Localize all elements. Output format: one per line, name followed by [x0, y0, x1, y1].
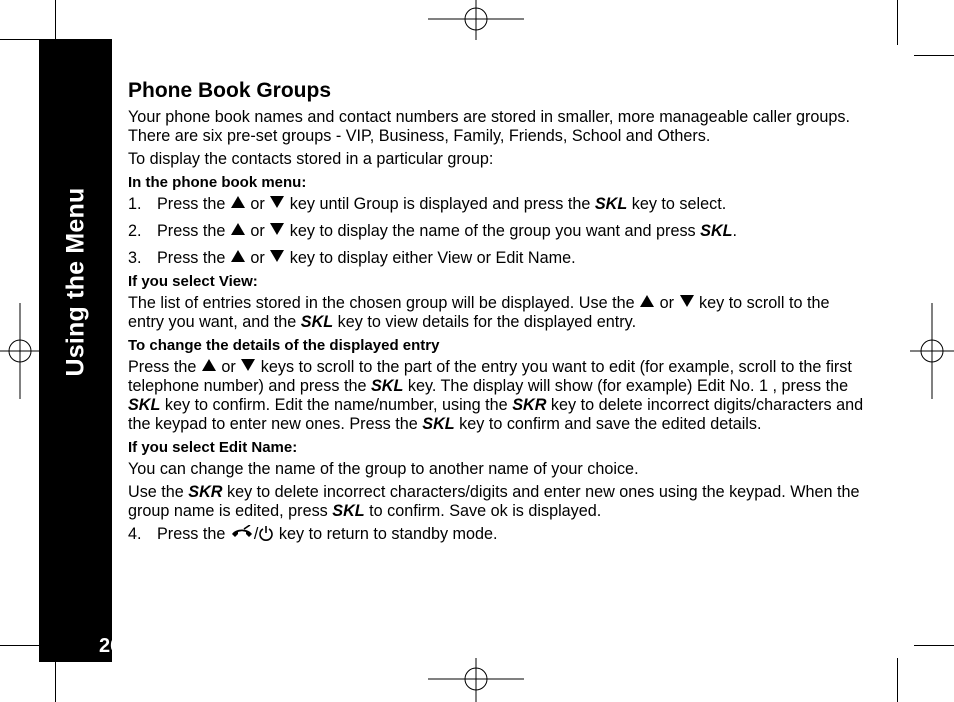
end-call-icon	[230, 525, 254, 541]
view-heading: If you select View:	[128, 273, 258, 290]
crop-mark	[55, 662, 56, 702]
page-title: Phone Book Groups	[128, 79, 332, 102]
skl-key-label: SKL	[332, 502, 365, 520]
view-paragraph: The list of entries stored in the chosen group will be displayed. Use the or key to scroll to the entry you want, and the SKL key to view details for the displayed entry.	[128, 294, 830, 331]
sidebar: Using the Menu 26	[39, 39, 112, 662]
up-arrow-icon	[231, 196, 245, 208]
registration-mark	[428, 658, 524, 702]
skr-key-label: SKR	[188, 483, 223, 501]
skl-key-label: SKL	[370, 377, 404, 395]
skl-key-label: SKL	[128, 396, 161, 414]
step-text: Press the / key to return to standby mode.	[157, 525, 498, 543]
edit-heading: If you select Edit Name:	[128, 439, 298, 456]
skl-key-label: SKL	[700, 222, 733, 240]
crop-mark	[914, 55, 954, 56]
up-arrow-icon	[640, 295, 654, 307]
down-arrow-icon	[270, 250, 284, 262]
crop-mark	[0, 645, 39, 646]
edit-paragraph-1: You can change the name of the group to another name of your choice.	[128, 460, 639, 478]
power-icon	[258, 525, 274, 541]
crop-mark	[55, 0, 56, 39]
crop-mark	[0, 39, 39, 40]
page-number: 26	[99, 635, 122, 657]
registration-mark	[428, 0, 524, 40]
in-menu-heading: In the phone book menu:	[128, 174, 307, 191]
step-number: 4.	[128, 525, 142, 543]
skr-key-label: SKR	[512, 396, 547, 414]
edit-paragraph-2: Use the SKR key to delete incorrect characters/digits and enter new ones using the keypad. When the group name is edited, press SKL to confirm. Save ok is displayed.	[128, 483, 860, 520]
skl-key-label: SKL	[422, 415, 455, 433]
up-arrow-icon	[202, 359, 216, 371]
crop-mark	[897, 658, 898, 702]
crop-mark	[914, 645, 954, 646]
crop-mark	[897, 0, 898, 45]
step-3	[128, 249, 868, 268]
step-number: 3.	[128, 249, 142, 267]
step-2	[128, 222, 868, 241]
display-prompt: To display the contacts stored in a particular group:	[128, 150, 494, 168]
up-arrow-icon	[231, 250, 245, 262]
step-number: 2.	[128, 222, 142, 240]
skl-key-label: SKL	[300, 313, 334, 331]
up-arrow-icon	[231, 223, 245, 235]
step-4	[128, 525, 868, 544]
step-text: Press the or key until Group is displayed and press the SKL key to select.	[157, 195, 727, 213]
registration-mark	[910, 303, 954, 399]
down-arrow-icon	[270, 196, 284, 208]
skl-key-label: SKL	[594, 195, 628, 213]
down-arrow-icon	[680, 295, 694, 307]
registration-mark	[0, 303, 40, 399]
step-number: 1.	[128, 195, 142, 213]
main-content	[128, 78, 868, 552]
down-arrow-icon	[270, 223, 284, 235]
step-1	[128, 195, 868, 214]
change-heading: To change the details of the displayed entry	[128, 337, 440, 354]
step-text: Press the or key to display the name of the group you want and press SKL.	[157, 222, 738, 240]
step-text: Press the or key to display either View or Edit Name.	[157, 249, 576, 267]
change-paragraph: Press the or keys to scroll to the part of the entry you want to edit (for example, scroll to the first telephone number) and press the SKL key. The display will show (for example) Edit No. 1 , press the SKL key to confirm. Edit the name/number, using the SKR key to delete incorrect digits/characters and the keypad to enter new ones. Press the SKL key to confirm and save the edited details.	[128, 358, 864, 433]
down-arrow-icon	[241, 359, 255, 371]
intro-paragraph: Your phone book names and contact numbers are stored in smaller, more manageable caller groups. There are six pre-set groups - VIP, Business, Family, Friends, School and Others.	[128, 108, 850, 145]
